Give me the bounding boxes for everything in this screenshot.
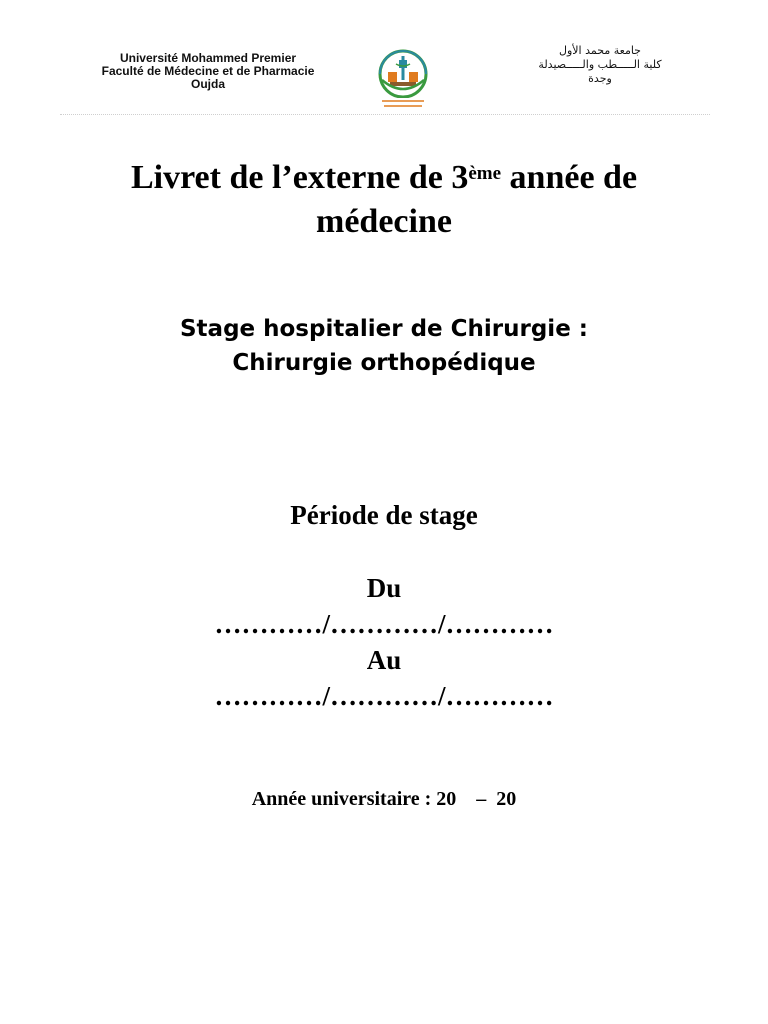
periode-dates bbox=[0, 570, 768, 714]
annee-universitaire-label: Année universitaire : 20 – 20 bbox=[251, 788, 517, 810]
faculty-line: Faculté de Médecine et de Pharmacie bbox=[101, 64, 315, 78]
faculty-line-arabic: كلية الـــــطب والـــــصيدلة bbox=[538, 58, 662, 71]
header-divider bbox=[60, 114, 710, 115]
annee-universitaire bbox=[0, 786, 768, 812]
au-date-field[interactable]: …………/…………/………… bbox=[214, 681, 554, 711]
city-line: Oujda bbox=[190, 77, 225, 91]
document-header bbox=[0, 0, 768, 118]
university-line-arabic: جامعة محمد الأول bbox=[558, 44, 641, 57]
du-label: Du bbox=[366, 573, 402, 603]
periode-label: Période de stage bbox=[290, 500, 478, 530]
university-name-french bbox=[80, 52, 336, 91]
stage-subtitle bbox=[0, 312, 768, 380]
title-line-2: médecine bbox=[316, 203, 452, 240]
title-part-2: année de bbox=[501, 159, 638, 196]
du-date-field[interactable]: …………/…………/………… bbox=[214, 609, 554, 639]
faculty-logo bbox=[368, 46, 438, 112]
title-superscript: ème bbox=[468, 163, 502, 184]
university-line: Université Mohammed Premier bbox=[119, 51, 297, 65]
subtitle-line-2: Chirurgie orthopédique bbox=[232, 350, 536, 376]
title-line-1 bbox=[0, 156, 768, 200]
university-name-arabic bbox=[512, 44, 688, 86]
subtitle-line-1: Stage hospitalier de Chirurgie : bbox=[179, 316, 588, 342]
au-label: Au bbox=[366, 645, 402, 675]
city-line-arabic: وجدة bbox=[588, 72, 612, 85]
document-title bbox=[0, 156, 768, 244]
title-part-1: Livret de l’externe de 3 bbox=[130, 159, 469, 196]
